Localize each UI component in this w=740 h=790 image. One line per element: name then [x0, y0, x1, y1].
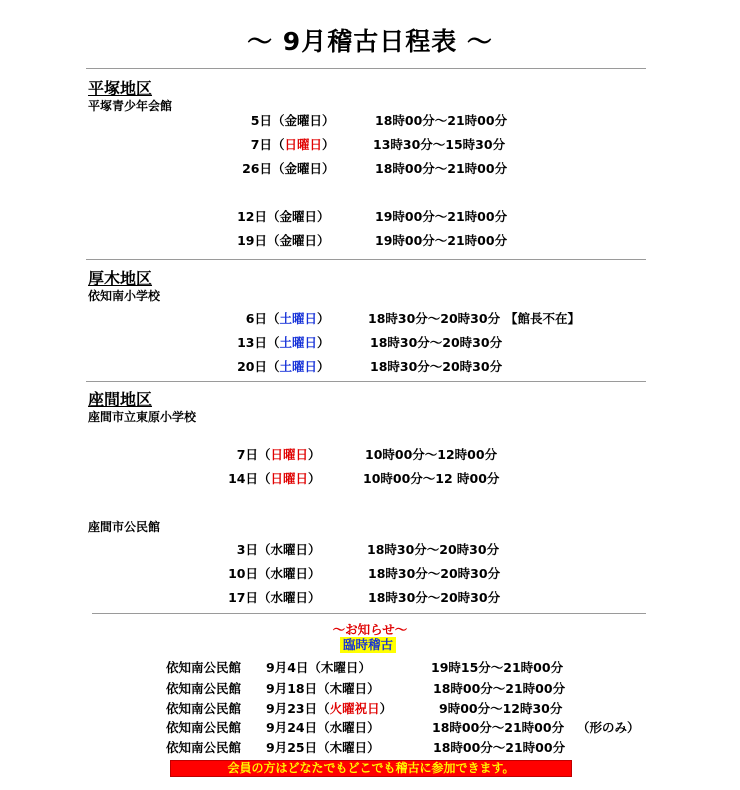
session-time: 13時30分～15時30分: [373, 137, 506, 152]
schedule-row: [0, 357, 740, 373]
special-venue: 依知南公民館: [166, 660, 242, 675]
special-venue: 依知南公民館: [166, 720, 242, 735]
session-day: （日曜日）: [258, 447, 321, 462]
venue-name: 座間市公民館: [88, 520, 161, 534]
special-venue: 依知南公民館: [166, 681, 242, 696]
special-practice-row: [166, 699, 646, 715]
venue-name: 平塚青少年会館: [88, 99, 173, 113]
special-time: 19時15分～21時00分: [431, 660, 564, 675]
session-date: 19日: [237, 233, 267, 248]
session-date: 10日: [228, 566, 258, 581]
schedule-row: [0, 159, 740, 175]
session-time: 18時00分～21時00分: [375, 113, 508, 128]
venue-name: 座間市立東原小学校: [88, 410, 197, 424]
special-date: 9月23日（火曜祝日）: [266, 701, 393, 716]
session-day: （土曜日）: [267, 359, 330, 374]
session-day: （水曜日）: [258, 590, 321, 605]
schedule-row: [0, 333, 740, 349]
session-date: 14日: [228, 471, 258, 486]
special-practice-row: [166, 658, 646, 674]
session-date: 7日: [250, 137, 272, 152]
session-day: （金曜日）: [267, 209, 330, 224]
session-time: 10時00分～12 時00分: [363, 471, 500, 486]
special-time: 18時00分～21時00分: [433, 681, 566, 696]
notice-heading: ～お知らせ～: [332, 622, 408, 637]
special-practice-row: [166, 718, 646, 734]
page-title: ～ 9月稽古日程表 ～: [247, 27, 493, 56]
session-date: 13日: [237, 335, 267, 350]
special-date: 9月4日（木曜日）: [266, 660, 371, 675]
session-time: 10時00分～12時00分: [365, 447, 498, 462]
session-time: 18時30分～20時30分: [368, 590, 501, 605]
special-practice-row: [166, 738, 646, 754]
special-time: 18時00分～21時00分: [432, 720, 565, 735]
schedule-row: [0, 540, 740, 556]
session-time: 18時00分～21時00分: [375, 161, 508, 176]
session-time: 19時00分～21時00分: [375, 209, 508, 224]
footer-banner: 会員の方はどなたでもどこでも稽古に参加できます。: [170, 760, 572, 777]
session-note: 【館長不在】: [505, 311, 581, 326]
session-time: 18時30分～20時30分: [367, 542, 500, 557]
special-date: 9月18日（木曜日）: [266, 681, 380, 696]
schedule-row: [0, 207, 740, 223]
special-practice-row: [166, 679, 646, 695]
session-day: （金曜日）: [272, 113, 335, 128]
session-date: 12日: [237, 209, 267, 224]
session-day: （日曜日）: [258, 471, 321, 486]
schedule-row: [0, 231, 740, 247]
special-date: 9月24日（水曜日）: [266, 720, 380, 735]
session-day: （土曜日）: [267, 311, 330, 326]
divider: [86, 381, 646, 382]
special-time: 9時00分～12時30分: [439, 701, 563, 716]
region-title: 厚木地区: [88, 269, 153, 288]
divider: [86, 68, 646, 69]
session-date: 20日: [237, 359, 267, 374]
session-date: 6日: [245, 311, 267, 326]
schedule-row: [0, 309, 740, 325]
session-day: （金曜日）: [267, 233, 330, 248]
session-date: 5日: [250, 113, 272, 128]
schedule-row: [0, 469, 740, 485]
schedule-row: [0, 445, 740, 461]
special-date: 9月25日（木曜日）: [266, 740, 380, 755]
session-date: 17日: [228, 590, 258, 605]
schedule-row: [0, 588, 740, 604]
venue-name: 依知南小学校: [88, 289, 161, 303]
session-time: 18時30分～20時30分: [370, 335, 503, 350]
schedule-row: [0, 564, 740, 580]
divider: [92, 613, 646, 614]
session-day: （土曜日）: [267, 335, 330, 350]
divider: [86, 259, 646, 260]
session-time: 18時30分～20時30分: [368, 566, 501, 581]
schedule-row: [0, 135, 740, 151]
session-time: 18時30分～20時30分: [370, 359, 503, 374]
session-date: 3日: [236, 542, 258, 557]
special-venue: 依知南公民館: [166, 740, 242, 755]
session-time: 19時00分～21時00分: [375, 233, 508, 248]
special-note: （形のみ）: [577, 720, 640, 735]
session-day: （水曜日）: [258, 566, 321, 581]
session-day: （水曜日）: [258, 542, 321, 557]
session-day: （金曜日）: [272, 161, 335, 176]
special-venue: 依知南公民館: [166, 701, 242, 716]
session-day: （日曜日）: [272, 137, 335, 152]
region-title: 座間地区: [88, 390, 153, 409]
schedule-row: [0, 111, 740, 127]
special-practice-label: 臨時稽古: [340, 637, 396, 653]
special-time: 18時00分～21時00分: [433, 740, 566, 755]
region-title: 平塚地区: [88, 79, 153, 98]
session-time: 18時30分～20時30分: [368, 311, 501, 326]
session-date: 26日: [242, 161, 272, 176]
session-date: 7日: [236, 447, 258, 462]
